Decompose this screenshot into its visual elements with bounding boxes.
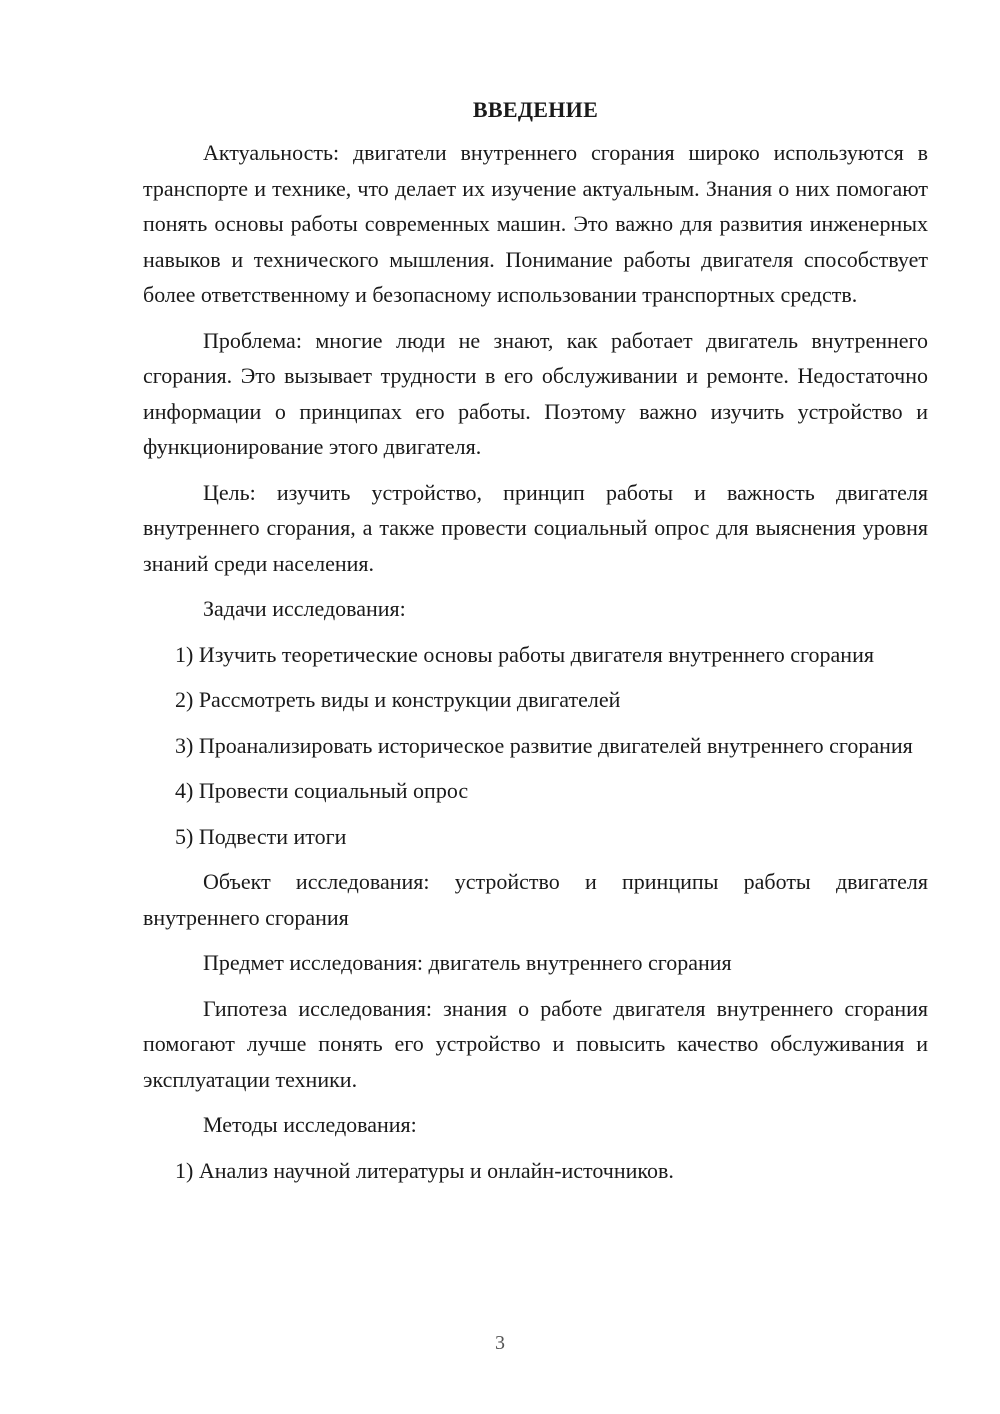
- paragraph-hypothesis: Гипотеза исследования: знания о работе двигателя внутреннего сгорания помогают лучше понять его устройство и повысить качество обслуживания и эксплуатации техники.: [143, 995, 928, 1092]
- task-item-4: 4) Провести социальный опрос: [175, 778, 469, 803]
- paragraph-problem: Проблема: многие люди не знают, как работает двигатель внутреннего сгорания. Это вызывает трудности в его обслуживании и ремонте. Недостаточно информации о принципах его работы. Поэтому важно изучить устройство и функционирование этого двигателя.: [143, 327, 928, 459]
- paragraph-object: Объект исследования: устройство и принципы работы двигателя внутреннего сгорания: [143, 869, 928, 930]
- method-item-1: 1) Анализ научной литературы и онлайн-источников.: [175, 1157, 674, 1183]
- paragraph-relevance: Актуальность: двигатели внутреннего сгорания широко используются в транспорте и технике, что делает их изучение актуальным. Знания о них помогают понять основы работы современных машин. Это важно для развития инженерных навыков и технического мышления. Понимание работы двигателя способствует более ответственному и безопасному использовании транспортных средств.: [143, 140, 928, 307]
- paragraph-subject: Предмет исследования: двигатель внутреннего сгорания: [203, 950, 732, 975]
- task-item-5: 5) Подвести итоги: [175, 823, 347, 849]
- task-item-2: 2) Рассмотреть виды и конструкции двигателей: [175, 687, 621, 712]
- document-body: [143, 95, 928, 1198]
- task-item-1: 1) Изучить теоретические основы работы двигателя внутреннего сгорания: [175, 641, 874, 667]
- section-title: ВВЕДЕНИЕ: [472, 97, 599, 122]
- paragraph-goal: Цель: изучить устройство, принцип работы и важность двигателя внутреннего сгорания, а также провести социальный опрос для выяснения уровня знаний среди населения.: [143, 479, 928, 576]
- tasks-heading: Задачи исследования:: [203, 596, 406, 621]
- methods-heading: Методы исследования:: [203, 1112, 417, 1137]
- page-number: 3: [495, 1332, 505, 1354]
- task-item-3: 3) Проанализировать историческое развитие двигателей внутреннего сгорания: [175, 732, 913, 758]
